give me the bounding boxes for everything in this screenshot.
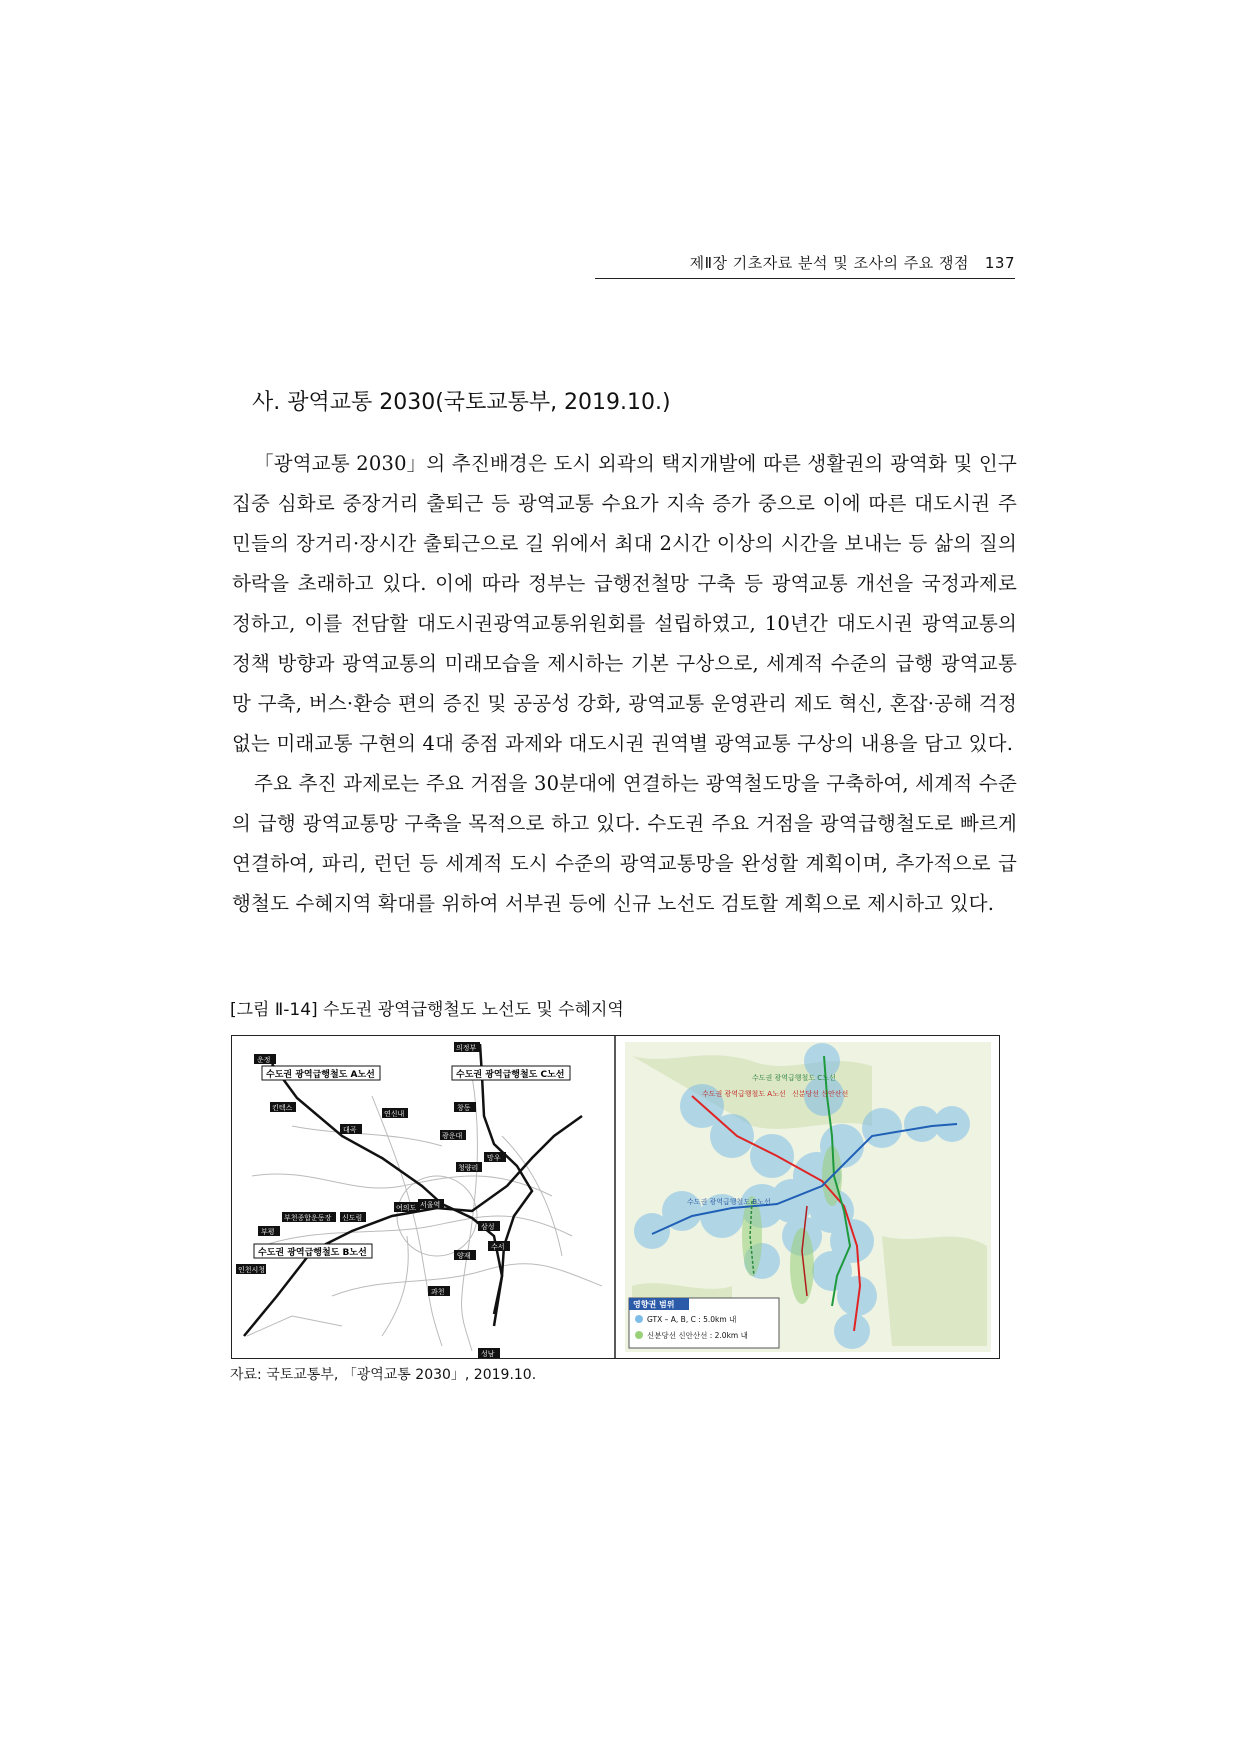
- legend-item-gtx: GTX – A, B, C : 5.0km 내: [647, 1315, 737, 1324]
- paragraph: 주요 추진 과제로는 주요 거점을 30분대에 연결하는 광역철도망을 구축하여, 세계적 수준의 급행 광역교통망 구축을 목적으로 하고 있다. 수도권 주요 거점을 광역급행철도로 빠르게 연결하여, 파리, 런던 등 세계적 도시 수준의 광역교통망을 완성할 계획이며, 추가적으로 급행철도 수혜지역 확대를 위하여 서부권 등에 신규 노선도 검토할 계획으로 제시하고 있다.: [232, 772, 1017, 915]
- station-label: 부천종합운동장: [284, 1214, 332, 1222]
- station-label: 광운대: [442, 1132, 463, 1140]
- figure-frame: [231, 1035, 1000, 1359]
- body-text: [232, 444, 1017, 924]
- station-label: 대곡: [343, 1126, 357, 1134]
- station-label: 운정: [257, 1056, 271, 1064]
- station-label: 신도림: [342, 1214, 363, 1222]
- station-label: 킨텍스: [272, 1104, 293, 1112]
- right-line-b-label: 수도권 광역급행철도 B노선: [687, 1198, 771, 1206]
- station-label: 과천: [431, 1288, 445, 1296]
- station-label: 수서: [491, 1243, 505, 1251]
- left-route-map: [236, 1042, 602, 1358]
- station-label: 연신내: [384, 1110, 405, 1118]
- figure-maps: [232, 1036, 999, 1358]
- source-note: 자료: 국토교통부, 「광역교통 2030」, 2019.10.: [230, 1367, 537, 1383]
- page-number: 137: [984, 254, 1015, 272]
- line-a-label: 수도권 광역급행철도 A노선: [266, 1070, 375, 1080]
- station-label: 창동: [457, 1104, 471, 1112]
- line-b-label: 수도권 광역급행철도 B노선: [258, 1248, 367, 1258]
- right-line-c-label: 수도권 광역급행철도 C노선: [752, 1074, 836, 1082]
- figure-caption: [그림 Ⅱ-14] 수도권 광역급행철도 노선도 및 수혜지역: [230, 1000, 624, 1020]
- line-b-path: [244, 1116, 582, 1336]
- station-label: 여의도: [396, 1204, 417, 1212]
- line-c-label: 수도권 광역급행철도 C노선: [456, 1070, 565, 1080]
- station-label: 인천시청: [238, 1266, 266, 1274]
- station-label: 서울역: [420, 1201, 441, 1209]
- chapter-title: 제Ⅱ장 기초자료 분석 및 조사의 주요 쟁점: [689, 254, 970, 272]
- station-label: 양재: [457, 1252, 471, 1260]
- legend-title: 영향권 범위: [633, 1300, 675, 1309]
- running-header: [595, 252, 1015, 279]
- coverage-legend: [629, 1298, 779, 1348]
- new-line-label: 신분당선 신안산선: [792, 1090, 849, 1098]
- station-label: 삼성: [481, 1223, 495, 1231]
- station-label: 망우: [487, 1154, 501, 1162]
- station-label: 부평: [261, 1228, 275, 1236]
- right-line-a-label: 수도권 광역급행철도 A노선: [702, 1090, 786, 1098]
- right-coverage-map: [625, 1042, 991, 1352]
- section-title: 사. 광역교통 2030(국토교통부, 2019.10.): [252, 390, 671, 415]
- paragraph: 「광역교통 2030」의 추진배경은 도시 외곽의 택지개발에 따른 생활권의 광역화 및 인구집중 심화로 중장거리 출퇴근 등 광역교통 수요가 지속 증가 중으로 이에 따른 대도시권 주민들의 장거리·장시간 출퇴근으로 길 위에서 최대 2시간 이상의 시간을 보내는 등 삶의 질의 하락을 초래하고 있다. 이에 따라 정부는 급행전철망 구축 등 광역교통 개선을 국정과제로 정하고, 이를 전담할 대도시권광역교통위원회를 설립하였고, 10년간 대도시권 광역교통의 정책 방향과 광역교통의 미래모습을 제시하는 기본 구상으로, 세계적 수준의 급행 광역교통망 구축, 버스·환승 편의 증진 및 공공성 강화, 광역교통 운영관리 제도 혁신, 혼잡·공해 걱정 없는 미래교통 구현의 4대 중점 과제와 대도시권 권역별 광역교통 구상의 내용을 담고 있다.: [232, 452, 1017, 755]
- legend-item-new-lines: 신분당선 신안산선 : 2.0km 내: [647, 1331, 748, 1340]
- station-label: 의정부: [456, 1044, 477, 1052]
- station-label: 청량리: [458, 1164, 479, 1172]
- station-label: 성남: [481, 1350, 495, 1358]
